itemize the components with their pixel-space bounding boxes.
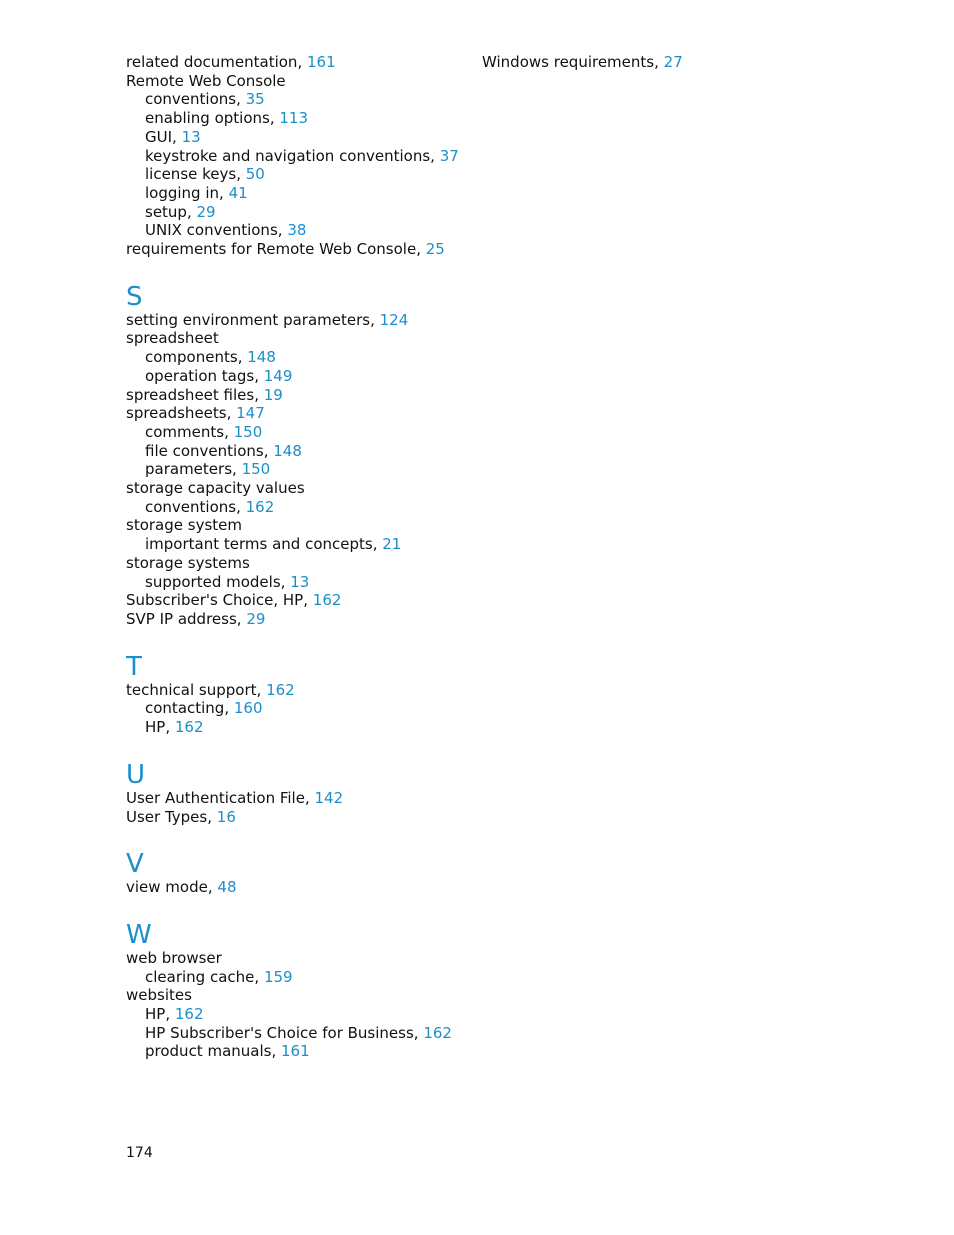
index-entry bbox=[126, 516, 466, 535]
index-term: web browser bbox=[126, 948, 222, 967]
index-term: supported models bbox=[145, 572, 281, 591]
index-entry: view mode, 48 bbox=[126, 878, 237, 897]
page-link[interactable]: 159 bbox=[263, 967, 293, 986]
index-subentry: file conventions, 148 bbox=[145, 441, 302, 460]
page-link[interactable]: 150 bbox=[241, 460, 271, 479]
index-subentry: contacting, 160 bbox=[145, 699, 263, 718]
page-link[interactable]: 148 bbox=[273, 441, 302, 460]
page-link[interactable]: 38 bbox=[287, 221, 307, 240]
index-letter-heading: W bbox=[126, 919, 152, 950]
index-subentry: UNIX conventions, 38 bbox=[145, 221, 307, 240]
index-term: enabling options bbox=[145, 109, 270, 128]
page-link[interactable]: 48 bbox=[217, 878, 237, 897]
index-term: technical support bbox=[126, 680, 257, 699]
index-term: parameters bbox=[145, 460, 233, 479]
index-entry: setting environment parameters, 124 bbox=[126, 310, 409, 329]
index-subentry: clearing cache, 159 bbox=[145, 967, 293, 986]
index-entry bbox=[126, 329, 466, 348]
page-link[interactable]: 162 bbox=[174, 718, 204, 737]
page-link[interactable]: 124 bbox=[379, 310, 409, 329]
index-term: setup bbox=[145, 202, 187, 221]
index-subentry: enabling options, 113 bbox=[145, 109, 309, 128]
index-subentry: HP, 162 bbox=[145, 1005, 204, 1024]
index-letter-heading: S bbox=[126, 281, 143, 312]
page-link[interactable]: 21 bbox=[382, 535, 402, 554]
page-link[interactable]: 161 bbox=[306, 53, 336, 71]
page-link[interactable]: 19 bbox=[263, 385, 283, 404]
index-subentry: HP, 162 bbox=[145, 718, 204, 737]
index-entry: technical support, 162 bbox=[126, 680, 295, 699]
index-term: product manuals bbox=[145, 1042, 272, 1061]
index-entry bbox=[126, 986, 466, 1005]
index-letter-heading: V bbox=[126, 849, 144, 880]
index-entry bbox=[126, 72, 466, 91]
index-entry: related documentation, 161 bbox=[126, 53, 336, 71]
index-letter-heading: U bbox=[126, 759, 146, 790]
index-term: HP Subscriber's Choice for Business bbox=[145, 1023, 414, 1042]
index-column-right bbox=[482, 53, 842, 72]
page-link[interactable]: 29 bbox=[196, 202, 216, 221]
index-subentry: product manuals, 161 bbox=[145, 1042, 310, 1061]
page-link[interactable]: 148 bbox=[247, 348, 276, 367]
page-link[interactable]: 13 bbox=[181, 127, 201, 146]
page-link[interactable]: 50 bbox=[245, 165, 265, 184]
index-term: logging in bbox=[145, 183, 220, 202]
index-subentry: parameters, 150 bbox=[145, 460, 271, 479]
page-link[interactable]: 27 bbox=[663, 53, 683, 71]
index-entry: User Types, 16 bbox=[126, 807, 236, 826]
index-term: SVP IP address bbox=[126, 609, 237, 628]
index-subentry: important terms and concepts, 21 bbox=[145, 535, 402, 554]
index-subentry: components, 148 bbox=[145, 348, 276, 367]
index-entry: Windows requirements, 27 bbox=[482, 53, 683, 71]
page-link[interactable]: 41 bbox=[228, 183, 248, 202]
index-subentry: keystroke and navigation conventions, 37 bbox=[145, 146, 459, 165]
page-link[interactable]: 161 bbox=[281, 1042, 310, 1061]
index-term: HP bbox=[145, 1005, 166, 1024]
index-entry: spreadsheet files, 19 bbox=[126, 385, 283, 404]
index-term: Windows requirements bbox=[482, 53, 655, 71]
index-entry: SVP IP address, 29 bbox=[126, 609, 266, 628]
index-subentry: supported models, 13 bbox=[145, 572, 310, 591]
page-link[interactable]: 162 bbox=[423, 1023, 452, 1042]
index-entry bbox=[126, 554, 466, 573]
page-link[interactable]: 162 bbox=[266, 680, 295, 699]
index-term: requirements for Remote Web Console bbox=[126, 240, 417, 259]
page-link[interactable]: 35 bbox=[245, 90, 265, 109]
page-link[interactable]: 150 bbox=[233, 422, 263, 441]
page-link[interactable]: 16 bbox=[216, 807, 236, 826]
index-term: related documentation bbox=[126, 53, 298, 71]
index-term: conventions bbox=[145, 497, 237, 516]
page-link[interactable]: 13 bbox=[290, 572, 310, 591]
index-subentry: license keys, 50 bbox=[145, 165, 265, 184]
index-term: comments bbox=[145, 422, 225, 441]
page-link[interactable]: 162 bbox=[174, 1005, 204, 1024]
index-entry: User Authentication File, 142 bbox=[126, 788, 344, 807]
index-term: components bbox=[145, 348, 238, 367]
index-term: websites bbox=[126, 986, 192, 1005]
index-subentry: conventions, 35 bbox=[145, 90, 265, 109]
index-term: contacting bbox=[145, 699, 225, 718]
page-link[interactable]: 160 bbox=[233, 699, 263, 718]
index-term: keystroke and navigation conventions bbox=[145, 146, 431, 165]
page-link[interactable]: 162 bbox=[245, 497, 275, 516]
index-term: Remote Web Console bbox=[126, 71, 286, 90]
index-term: setting environment parameters bbox=[126, 310, 371, 329]
index-term: storage system bbox=[126, 516, 242, 535]
index-letter-heading: T bbox=[126, 651, 142, 682]
index-term: Subscriber's Choice, HP bbox=[126, 591, 304, 610]
index-term: conventions bbox=[145, 90, 237, 109]
page-link[interactable]: 25 bbox=[425, 240, 445, 259]
index-entry: requirements for Remote Web Console, 25 bbox=[126, 240, 445, 259]
page-link[interactable]: 162 bbox=[312, 591, 342, 610]
index-term: HP bbox=[145, 718, 166, 737]
index-term: important terms and concepts bbox=[145, 535, 373, 554]
page-link[interactable]: 29 bbox=[246, 609, 266, 628]
index-term: storage capacity values bbox=[126, 479, 305, 498]
index-term: User Authentication File bbox=[126, 788, 305, 807]
index-entry bbox=[126, 479, 466, 498]
index-term: spreadsheet bbox=[126, 329, 219, 348]
page-link[interactable]: 113 bbox=[279, 109, 309, 128]
index-term: spreadsheet files bbox=[126, 385, 255, 404]
page-link[interactable]: 147 bbox=[236, 404, 265, 423]
page-link[interactable]: 149 bbox=[263, 366, 293, 385]
index-subentry: conventions, 162 bbox=[145, 497, 275, 516]
index-column-left bbox=[126, 53, 466, 1061]
index-entry: Subscriber's Choice, HP, 162 bbox=[126, 591, 342, 610]
index-term: User Types bbox=[126, 807, 208, 826]
index-term: file conventions bbox=[145, 441, 264, 460]
index-term: UNIX conventions bbox=[145, 221, 278, 240]
page-number: 174 bbox=[126, 1145, 153, 1161]
index-subentry: logging in, 41 bbox=[145, 183, 248, 202]
index-term: view mode bbox=[126, 878, 208, 897]
page-link[interactable]: 37 bbox=[439, 146, 459, 165]
index-subentry: operation tags, 149 bbox=[145, 366, 293, 385]
index-term: GUI bbox=[145, 127, 173, 146]
index-subentry: setup, 29 bbox=[145, 202, 216, 221]
index-subentry: comments, 150 bbox=[145, 422, 263, 441]
index-entry bbox=[126, 949, 466, 968]
index-term: storage systems bbox=[126, 553, 250, 572]
index-term: operation tags bbox=[145, 366, 255, 385]
index-subentry: HP Subscriber's Choice for Business, 162 bbox=[145, 1023, 452, 1042]
index-term: spreadsheets bbox=[126, 404, 227, 423]
index-term: clearing cache bbox=[145, 967, 255, 986]
page-link[interactable]: 142 bbox=[314, 788, 344, 807]
index-entry: spreadsheets, 147 bbox=[126, 404, 265, 423]
index-subentry: GUI, 13 bbox=[145, 127, 201, 146]
index-term: license keys bbox=[145, 165, 237, 184]
